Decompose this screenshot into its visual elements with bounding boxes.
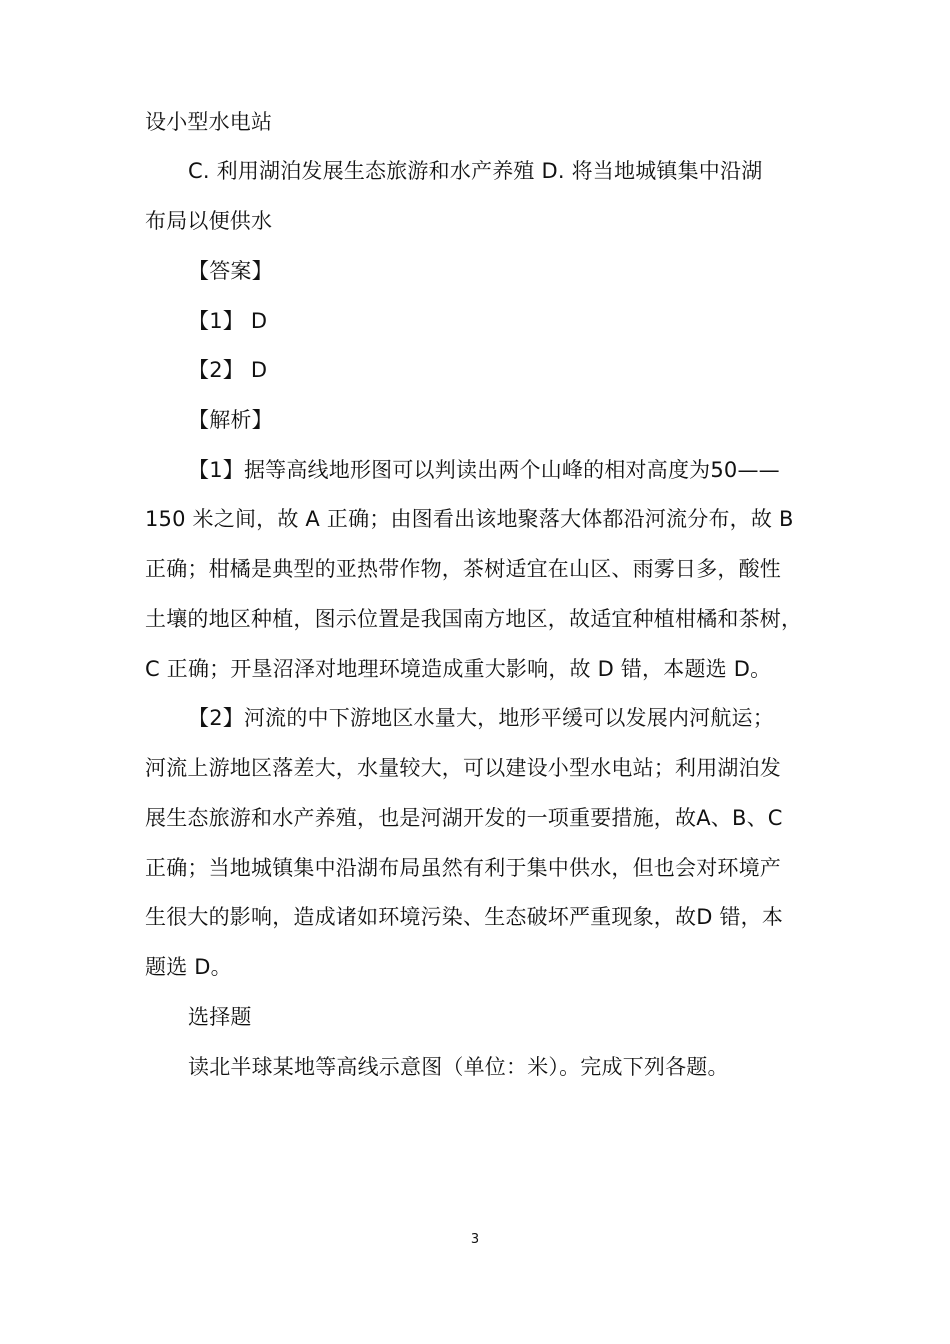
text-line: 设小型水电站 — [145, 110, 273, 134]
analysis-paragraph-2: 生很大的影响，造成诸如环境污染、生态破坏严重现象，故D 错，本 — [145, 905, 784, 929]
analysis-paragraph-2: 展生态旅游和水产养殖，也是河湖开发的一项重要措施，故A、B、C — [145, 806, 783, 830]
analysis-paragraph-1: 正确；柑橘是典型的亚热带作物，茶树适宜在山区、雨雾日多，酸性 — [145, 557, 781, 581]
answer-2: 【2】 D — [188, 358, 268, 382]
analysis-paragraph-2: 河流上游地区落差大，水量较大，可以建设小型水电站；利用湖泊发 — [145, 756, 781, 780]
analysis-paragraph-1: C 正确；开垦沼泽对地理环境造成重大影响，故 D 错，本题选 D。 — [145, 657, 772, 681]
text-line: 布局以便供水 — [145, 209, 273, 233]
analysis-paragraph-1: 【1】据等高线地形图可以判读出两个山峰的相对高度为50—— — [188, 458, 780, 482]
analysis-paragraph-1: 150 米之间，故 A 正确；由图看出该地聚落大体都沿河流分布，故 B — [145, 507, 794, 531]
analysis-heading: 【解析】 — [188, 408, 273, 432]
answer-heading: 【答案】 — [188, 259, 273, 283]
analysis-paragraph-2: 题选 D。 — [145, 955, 232, 979]
question-prompt: 读北半球某地等高线示意图（单位：米）。完成下列各题。 — [188, 1055, 729, 1079]
section-heading: 选择题 — [188, 1005, 252, 1029]
analysis-paragraph-2: 【2】河流的中下游地区水量大，地形平缓可以发展内河航运； — [188, 706, 774, 730]
analysis-paragraph-1: 土壤的地区种植，图示位置是我国南方地区，故适宜种植柑橘和茶树， — [145, 607, 803, 631]
option-line: C. 利用湖泊发展生态旅游和水产养殖 D. 将当地城镇集中沿湖 — [188, 159, 763, 183]
analysis-paragraph-2: 正确；当地城镇集中沿湖布局虽然有利于集中供水，但也会对环境产 — [145, 856, 781, 880]
page-number: 3 — [470, 1232, 480, 1247]
answer-1: 【1】 D — [188, 309, 268, 333]
